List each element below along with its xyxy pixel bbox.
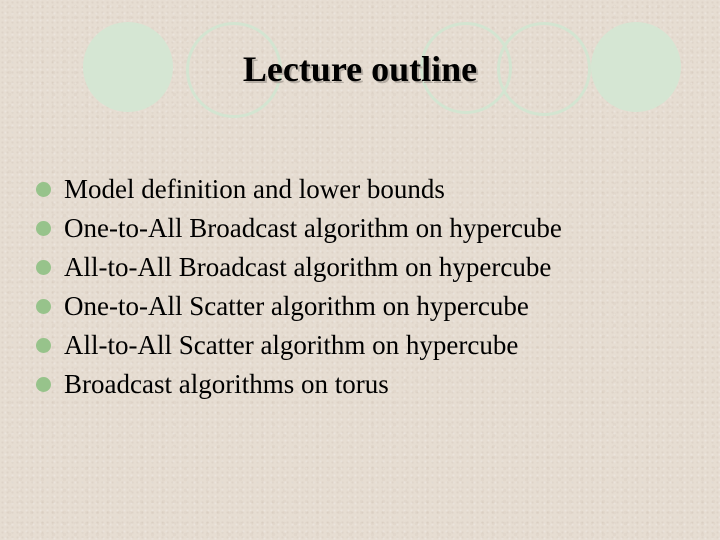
bullet-item	[36, 170, 562, 209]
bullet-dot-icon	[36, 260, 51, 275]
bullet-dot-icon	[36, 182, 51, 197]
bullet-item	[36, 287, 562, 326]
slide-title: Lecture outline	[242, 49, 478, 89]
bullet-text: One-to-All Broadcast algorithm on hypercube	[64, 213, 562, 243]
bullet-text: All-to-All Broadcast algorithm on hypercube	[64, 252, 552, 282]
bullet-item	[36, 248, 562, 287]
bullet-list	[36, 170, 562, 404]
bullet-text: One-to-All Scatter algorithm on hypercube	[64, 291, 529, 321]
bullet-item	[36, 326, 562, 365]
bullet-dot-icon	[36, 299, 51, 314]
bullet-dot-icon	[36, 338, 51, 353]
bullet-item	[36, 209, 562, 248]
bullet-dot-icon	[36, 221, 51, 236]
bullet-text: All-to-All Scatter algorithm on hypercube	[64, 330, 519, 360]
bullet-text: Model definition and lower bounds	[64, 174, 445, 204]
bullet-text: Broadcast algorithms on torus	[64, 369, 389, 399]
bullet-item	[36, 365, 562, 404]
bullet-dot-icon	[36, 377, 51, 392]
